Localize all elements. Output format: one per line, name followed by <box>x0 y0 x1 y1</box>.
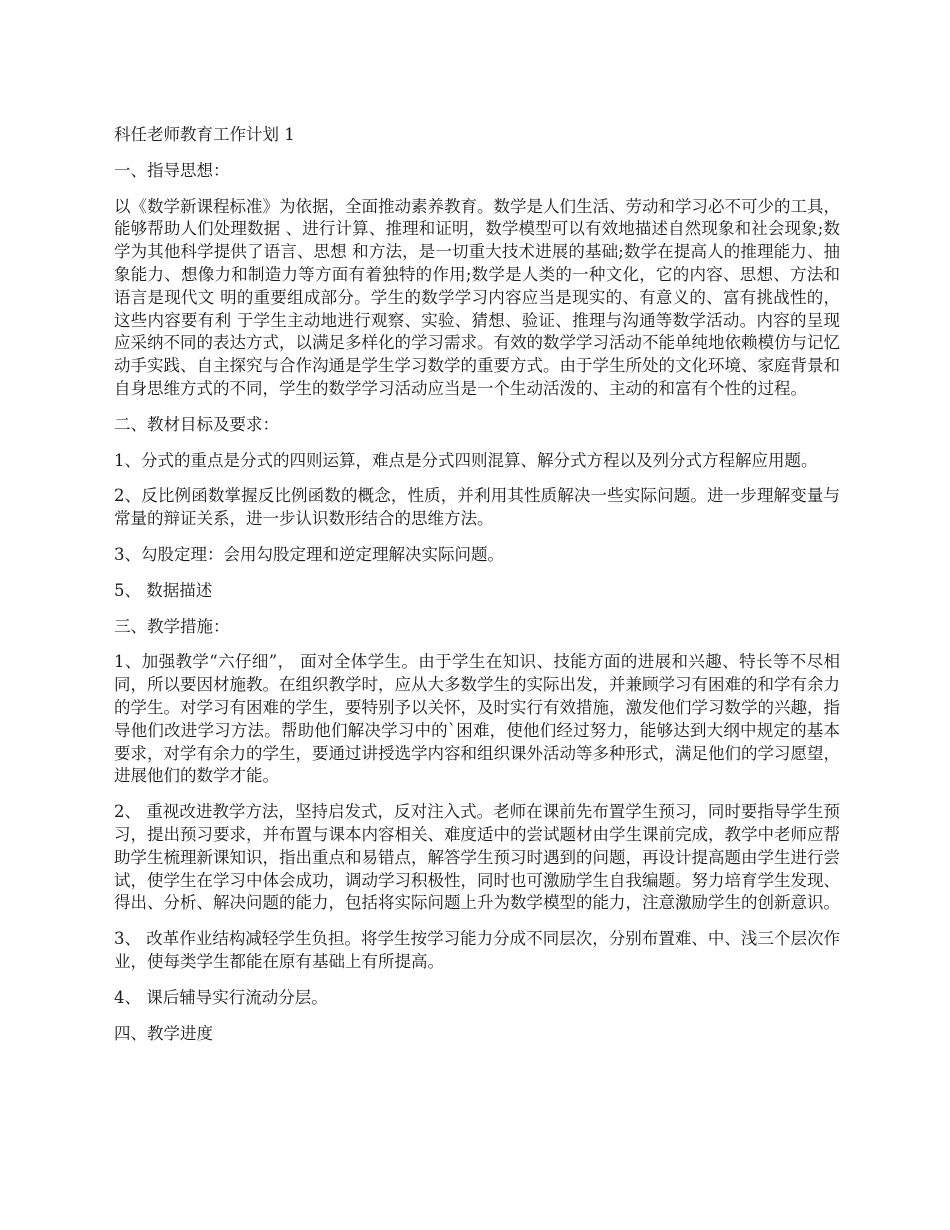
document-page <box>114 124 840 1058</box>
paragraph-goal-3: 3、勾股定理：会用勾股定理和逆定理解决实际问题。 <box>114 544 504 564</box>
paragraph-measure-2: 2、 重视改进教学方法，坚持启发式，反对注入式。老师在课前先布置学生预习，同时要指导学生预习，提出预习要求，并布置与课本内容相关、难度适中的尝试题材由学生课前完成，教学中老师应帮助学生梳理新课知识，指出重点和易错点，解答学生预习时遇到的问题，再设计提高题由学生进行尝试，使学生在学习中体会成功，调动学习积极性，同时也可激励学生自我编题。努力培育学生发现、得出、分析、解决问题的能力，包括将实际问题上升为数学模型的能力，注意激励学生的创新意识。 <box>114 802 840 913</box>
section-heading-goals: 二、教材目标及要求： <box>114 414 279 434</box>
paragraph-goal-2: 2、反比例函数掌握反比例函数的概念，性质，并利用其性质解决一些实际问题。进一步理解变量与常量的辩证关系，进一步认识数形结合的思维方法。 <box>114 486 840 529</box>
paragraph-goal-1: 1、分式的重点是分式的四则运算，难点是分式四则混算、解分式方程以及列分式方程解应用题。 <box>114 450 818 470</box>
section-heading-progress: 四、教学进度 <box>114 1023 213 1043</box>
document-title: 科任老师教育工作计划 1 <box>114 125 295 144</box>
section-heading-measures: 三、教学措施： <box>114 616 230 636</box>
paragraph-measure-3: 3、 改革作业结构减轻学生负担。将学生按学习能力分成不同层次，分别布置难、中、浅三个层次作业，使每类学生都能在原有基础上有所提高。 <box>114 929 840 971</box>
paragraph-goal-5: 5、 数据描述 <box>114 580 213 600</box>
paragraph-guiding-thought: 以《数学新课程标准》为依据，全面推动素养教育。数学是人们生活、劳动和学习必不可少的工具，能够帮助人们处理数据 、进行计算、推理和证明，数学模型可以有效地描述自然现象和社会现象;数学为其他科学提供了语言、思想 和方法，是一切重大技术进展的基础;数学在提高人的推理能力、抽象能力、想像力和制造力等方面有着独特的作用;数学是人类的一种文化，它的内容、思想、方法和语言是现代文 明的重要组成部分。学生的数学学习内容应当是现实的、有意义的、富有挑战性的，这些内容要有利 于学生主动地进行观察、实验、猜想、验证、推理与沟通等数学活动。内容的呈现应采纳不同的表达方式，以满足多样化的学习需求。有效的数学学习活动不能单纯地依赖模仿与记忆动手实践、自主探究与合作沟通是学生学习数学的重要方式。由于学生所处的文化环境、家庭背景和自身思维方式的不同，学生的数学学习活动应当是一个生动活泼的、主动的和富有个性的过程。 <box>114 196 840 398</box>
paragraph-measure-1: 1、加强教学“六仔细”， 面对全体学生。由于学生在知识、技能方面的进展和兴趣、特长等不尽相同，所以要因材施教。在组织教学时，应从大多数学生的实际出发，并兼顾学习有困难的和学有余力的学生。对学习有困难的学生，要特别予以关怀，及时实行有效措施，激发他们学习数学的兴趣，指导他们改进学习方法。帮助他们解决学习中的`困难，使他们经过努力，能够达到大纲中规定的基本要求，对学有余力的学生，要通过讲授选学内容和组织课外活动等多种形式，满足他们的学习愿望，进展他们的数学才能。 <box>114 652 840 786</box>
paragraph-measure-4: 4、 课后辅导实行流动分层。 <box>114 987 328 1007</box>
section-heading-guiding-thought: 一、指导思想： <box>114 160 230 180</box>
